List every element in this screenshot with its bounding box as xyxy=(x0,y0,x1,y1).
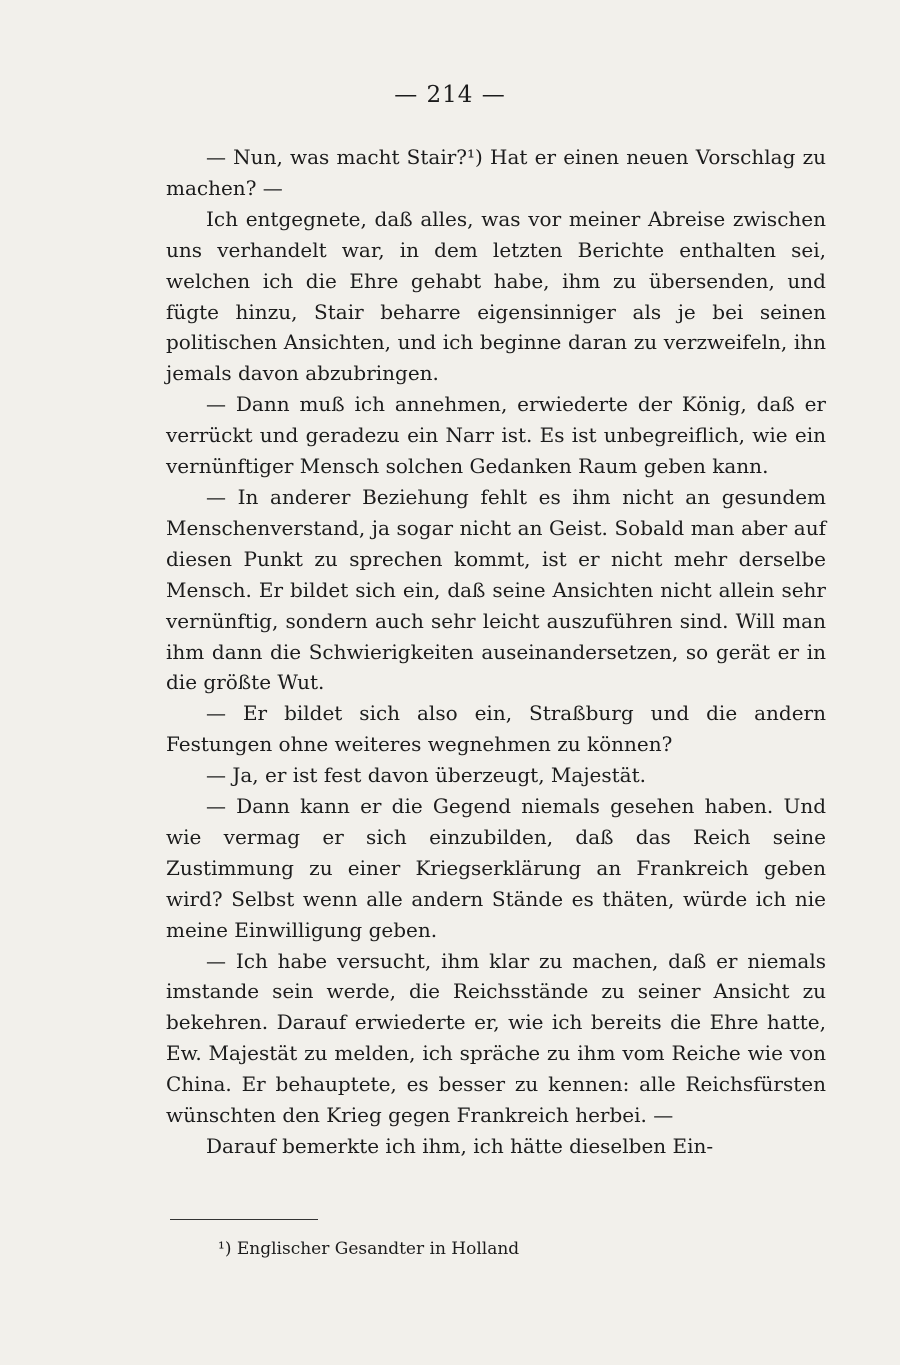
paragraph: — Nun, was macht Stair?¹) Hat er einen neuen Vorschlag zu machen? — xyxy=(166,145,826,200)
paragraph: — Er bildet sich also ein, Straßburg und die andern Festungen ohne weiteres wegnehmen zu können? xyxy=(166,701,826,757)
paragraph: — Dann muß ich annehmen, erwiederte der König, daß er verrückt und geradezu ein Narr ist. Es ist unbegreiflich, wie ein vernünftiger Mensch solchen Gedanken Raum geben kann. xyxy=(166,392,826,479)
paragraph: — Dann kann er die Gegend niemals gesehen haben. Und wie vermag er sich einzubilden, daß das Reich seine Zustimmung zu einer Kriegserklärung an Frankreich geben wird? Selbst wenn alle andern Stände es thäten, würde ich nie meine Einwilligung geben. xyxy=(166,794,826,942)
footnote-divider xyxy=(170,1219,318,1220)
paragraph: — In anderer Beziehung fehlt es ihm nicht an gesundem Menschenverstand, ja sogar nicht an Geist. Sobald man aber auf diesen Punkt zu sprechen kommt, ist er nicht mehr derselbe Mensch. Er bildet sich ein, daß seine Ansichten nicht allein sehr vernünftig, sondern auch sehr leicht auszuführen sind. Will man ihm dann die Schwierigkeiten auseinandersetzen, so gerät er in die größte Wut. xyxy=(166,484,826,695)
page-number: — 214 — xyxy=(394,82,506,108)
footnote: ¹) Englischer Gesandter in Holland xyxy=(218,1239,520,1259)
paragraph: — Ich habe versucht, ihm klar zu machen, daß er niemals imstande sein werde, die Reichsstände zu seiner Ansicht zu bekehren. Darauf erwiederte er, wie ich bereits die Ehre hatte, Ew. Majestät zu melden, ich spräche zu ihm vom Reiche wie von China. Er behauptete, es besser zu kennen: alle Reichsfürsten wünschten den Krieg gegen Frankreich herbei. — xyxy=(166,948,826,1128)
paragraph: — Ja, er ist fest davon überzeugt, Majestät. xyxy=(206,763,646,788)
paragraph: Ich entgegnete, daß alles, was vor meiner Abreise zwischen uns verhandelt war, in dem letzten Berichte enthalten sei, welchen ich die Ehre gehabt habe, ihm zu übersenden, und fügte hinzu, Stair beharre eigensinniger als je bei seinen politischen Ansichten, und ich beginne daran zu verzweifeln, ihn jemals davon abzubringen. xyxy=(166,206,826,386)
paragraph: Darauf bemerkte ich ihm, ich hätte dieselben Ein- xyxy=(206,1134,714,1158)
main-text xyxy=(166,142,826,1162)
